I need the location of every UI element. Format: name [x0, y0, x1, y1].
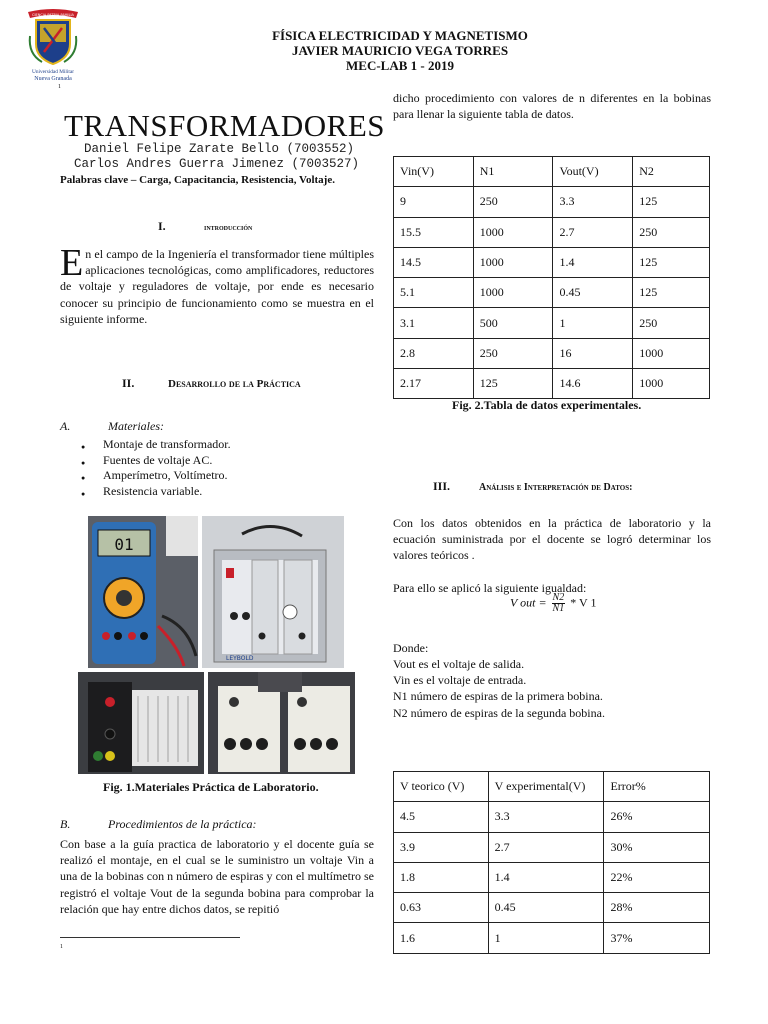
table-cell: 250	[473, 187, 553, 217]
subsection-title: Procedimientos de la práctica:	[108, 817, 257, 831]
formula-lhs: V out =	[510, 595, 547, 610]
course-title: FÍSICA ELECTRICIDAD Y MAGNETISMO	[272, 28, 528, 43]
table-cell: 37%	[604, 923, 710, 953]
list-item: ● Montaje de transformador.	[103, 437, 231, 453]
table-header-cell: Vin(V)	[394, 157, 474, 187]
fig2-caption: Fig. 2.Tabla de datos experimentales.	[452, 398, 642, 412]
list-item: ● Amperímetro, Voltímetro.	[103, 468, 231, 484]
fig1-caption: Fig. 1.Materiales Práctica de Laboratorio.	[103, 780, 319, 794]
footnote-number: 1	[60, 944, 63, 950]
intro-text: n el campo de la Ingeniería el transformador tiene múltiples aplicaciones tecnológicas, como amplificadores, reductores de voltaje y reguladores de voltaje, por ende es necesario conocer su principio de funcionamiento como se muestra en el siguiente informe.	[60, 247, 374, 326]
section-title: Análisis e Interpretación de Datos:	[479, 482, 633, 493]
definition-item: N2 número de espiras de la segunda bobina.	[393, 706, 605, 720]
table-header-cell: V experimental(V)	[488, 772, 604, 802]
lab-id: MEC-LAB 1 - 2019	[346, 58, 454, 73]
table-row	[394, 217, 710, 247]
table-cell: 1000	[473, 278, 553, 308]
table-cell: 2.17	[394, 369, 474, 399]
multimeter-photo	[88, 516, 198, 668]
table-cell: 0.45	[553, 278, 633, 308]
table-row	[394, 369, 710, 399]
section-number: II.	[122, 376, 135, 390]
table-row	[394, 832, 710, 862]
header-footnote-mark: 1	[58, 84, 61, 90]
table-header-cell: N2	[633, 157, 710, 187]
table-cell: 1.8	[394, 862, 489, 892]
table-row	[394, 308, 710, 338]
logo-text-2: Nueva Granada	[34, 76, 72, 82]
paper-title: TRANSFORMADORES	[64, 108, 386, 143]
table-header-row	[394, 157, 710, 187]
table-cell: 16	[553, 338, 633, 368]
table-row	[394, 802, 710, 832]
table-cell: 500	[473, 308, 553, 338]
table-cell: 1.4	[488, 862, 604, 892]
table-cell: 4.5	[394, 802, 489, 832]
table-cell: 1000	[473, 247, 553, 277]
transformer-modules-photo	[208, 672, 355, 774]
table-cell: 1000	[633, 369, 710, 399]
table-header-cell: Error%	[604, 772, 710, 802]
analysis-paragraph: Con los datos obtenidos en la práctica de laboratorio y la ecuación suministrada por el docente se logró determinar los valores teóricos .	[393, 516, 711, 563]
table-cell: 26%	[604, 802, 710, 832]
table-cell: 9	[394, 187, 474, 217]
table-cell: 3.3	[488, 802, 604, 832]
section-title: Desarrollo de la Práctica	[168, 378, 301, 390]
table-cell: 2.7	[488, 832, 604, 862]
transformer-photo	[202, 516, 344, 668]
list-item: ● Fuentes de voltaje AC.	[103, 453, 231, 469]
formula-rhs: * V 1	[570, 595, 597, 610]
table-header-cell: V teorico (V)	[394, 772, 489, 802]
results-table	[393, 771, 710, 954]
table-cell: 28%	[604, 893, 710, 923]
subsection-title: Materiales:	[108, 419, 164, 433]
table-cell: 3.9	[394, 832, 489, 862]
keywords: Palabras clave – Carga, Capacitancia, Resistencia, Voltaje.	[60, 174, 335, 186]
table-cell: 2.8	[394, 338, 474, 368]
table-row	[394, 338, 710, 368]
table-cell: 125	[633, 247, 710, 277]
continuation-paragraph: dicho procedimiento con valores de n diferentes en la bobinas para llenar la siguiente tabla de datos.	[393, 91, 711, 122]
table-row	[394, 923, 710, 953]
table-cell: 1000	[473, 217, 553, 247]
table-cell: 5.1	[394, 278, 474, 308]
table-header-cell: N1	[473, 157, 553, 187]
author-2: Carlos Andres Guerra Jimenez (7003527)	[74, 157, 360, 171]
table-cell: 3.1	[394, 308, 474, 338]
data-table	[393, 156, 710, 399]
materials-list	[103, 437, 231, 499]
section-title: introducción	[204, 222, 253, 232]
section-intro-heading	[158, 219, 252, 234]
section-dev-heading	[122, 376, 301, 391]
definition-item: N1 número de espiras de la primera bobina.	[393, 689, 603, 703]
table-cell: 125	[473, 369, 553, 399]
multimeter-display: 01	[114, 535, 134, 554]
table-cell: 30%	[604, 832, 710, 862]
table-cell: 15.5	[394, 217, 474, 247]
subsection-letter: A.	[60, 419, 71, 433]
table-row	[394, 862, 710, 892]
table-cell: 1	[553, 308, 633, 338]
subsection-letter: B.	[60, 817, 71, 831]
university-logo	[22, 6, 84, 84]
author-1: Daniel Felipe Zarate Bello (7003552)	[84, 142, 355, 156]
table-cell: 1	[488, 923, 604, 953]
procedure-heading	[60, 817, 257, 832]
logo-text-1: Universidad Militar	[32, 69, 74, 75]
equality-intro: Para ello se aplicó la siguiente igualdad:	[393, 581, 587, 595]
table-header-row	[394, 772, 710, 802]
formula-fraction	[552, 593, 566, 614]
intro-paragraph	[60, 242, 374, 327]
definition-item: Vout es el voltaje de salida.	[393, 657, 525, 671]
resistor-photo	[78, 672, 204, 774]
section-analysis-heading	[433, 479, 632, 494]
section-number: I.	[158, 219, 166, 233]
table-cell: 3.3	[553, 187, 633, 217]
table-cell: 0.63	[394, 893, 489, 923]
logo-ribbon-text: CIENCIA PATRIA FAMILIA	[32, 13, 74, 17]
materials-heading	[60, 419, 164, 434]
dropcap-letter: E	[60, 242, 84, 284]
table-cell: 1.6	[394, 923, 489, 953]
table-row	[394, 893, 710, 923]
table-cell: 125	[633, 187, 710, 217]
section-number: III.	[433, 479, 451, 493]
donde-label: Donde:	[393, 641, 429, 655]
table-cell: 250	[633, 308, 710, 338]
list-item: ● Resistencia variable.	[103, 484, 231, 500]
table-cell: 0.45	[488, 893, 604, 923]
formula-denominator: N1	[552, 603, 565, 614]
table-cell: 1000	[633, 338, 710, 368]
transformer-formula	[510, 593, 596, 614]
table-cell: 125	[633, 278, 710, 308]
definition-item: Vin es el voltaje de entrada.	[393, 673, 527, 687]
table-cell: 14.6	[553, 369, 633, 399]
table-cell: 2.7	[553, 217, 633, 247]
footnote-rule	[60, 937, 240, 938]
procedure-paragraph: Con base a la guía practica de laboratorio y el docente guía se realizó el montaje, en el cual se le suministro un voltaje Vin a una de la bobinas con n número de espiras y con el multímetro se registró el voltaje Vout de la segunda bobina para comprobar la relación que hay entre dichos datos, se repitió	[60, 837, 374, 916]
table-cell: 22%	[604, 862, 710, 892]
table-cell: 1.4	[553, 247, 633, 277]
instructor-name: JAVIER MAURICIO VEGA TORRES	[291, 43, 509, 58]
table-row	[394, 187, 710, 217]
table-row	[394, 278, 710, 308]
table-header-cell: Vout(V)	[553, 157, 633, 187]
table-row	[394, 247, 710, 277]
brand-label: LEYBOLD	[226, 655, 254, 662]
table-cell: 250	[473, 338, 553, 368]
formula-numerator: N2	[552, 592, 565, 603]
table-cell: 250	[633, 217, 710, 247]
table-cell: 14.5	[394, 247, 474, 277]
